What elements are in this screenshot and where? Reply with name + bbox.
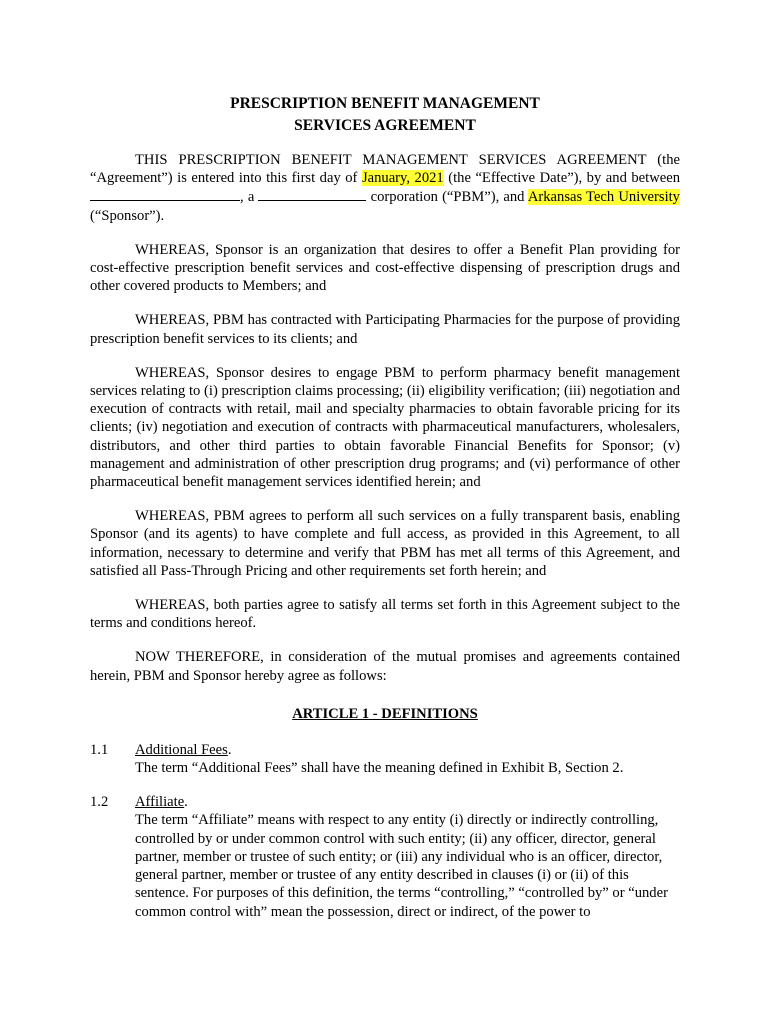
title-line-2: SERVICES AGREEMENT xyxy=(294,117,476,134)
definition-text: The term “Additional Fees” shall have the meaning defined in Exhibit B, Section 2. xyxy=(135,760,624,777)
intro-text-5: (“Sponsor”). xyxy=(90,207,165,224)
definition-item xyxy=(90,741,680,777)
definition-term-suffix: . xyxy=(227,741,232,758)
intro-text-3: , a xyxy=(240,189,259,206)
whereas-paragraph-3: WHEREAS, Sponsor desires to engage PBM to perform pharmacy benefit management services relating to (i) prescription claims processing; (ii) eligibility verification; (iii) negotiation and execution of contracts with retail, mail and specialty pharmacies to obtain favorable pricing for its clients; (iv) negotiation and execution of contracts with pharmaceutical manufacturers, wholesalers, distributors, and other third parties to obtain favorable Financial Benefits for Sponsor; (v) management and administration of other prescription drug programs; and (vi) performance of other pharmaceutical benefit management services identified herein; and xyxy=(90,364,680,491)
intro-text-1: THIS PRESCRIPTION BENEFIT MANAGEMENT SERVICES AGREEMENT (the “Agreement”) is entered into this first day of xyxy=(90,152,680,187)
definition-term: Additional Fees xyxy=(135,741,228,758)
definition-term-suffix: . xyxy=(184,794,188,811)
definition-term: Affiliate xyxy=(135,794,185,811)
whereas-paragraph-4: WHEREAS, PBM agrees to perform all such services on a fully transparent basis, enabling Sponsor (and its agents) to have complete and full access, as provided in this Agreement, to all information, necessary to determine and verify that PBM has met all terms of this Agreement, and satisfied all Pass-Through Pricing and other requirements set forth herein; and xyxy=(90,508,680,579)
document-title xyxy=(0,93,770,137)
document-body xyxy=(90,151,680,937)
intro-text-4: corporation (“PBM”), and xyxy=(366,189,528,206)
definition-number: 1.2 xyxy=(90,794,109,811)
definition-number: 1.1 xyxy=(90,741,109,758)
whereas-paragraph-5: WHEREAS, both parties agree to satisfy all terms set forth in this Agreement subject to the terms and conditions hereof. xyxy=(90,597,680,632)
pbm-name-blank xyxy=(90,187,240,201)
article-heading: ARTICLE 1 - DEFINITIONS xyxy=(292,705,478,722)
pbm-state-blank xyxy=(258,187,366,201)
title-line-1: PRESCRIPTION BENEFIT MANAGEMENT xyxy=(230,95,540,112)
definition-content xyxy=(135,741,680,777)
definition-item xyxy=(90,793,680,920)
now-therefore-paragraph: NOW THEREFORE, in consideration of the mutual promises and agreements contained herein, PBM and Sponsor hereby agree as follows: xyxy=(90,649,680,684)
sponsor-name-highlight: Arkansas Tech University xyxy=(527,189,680,206)
definition-text: The term “Affiliate” means with respect to any entity (i) directly or indirectly controlling, controlled by or under common control with such entity; (ii) any officer, director, general partner, member or trustee of such entity; or (iii) any individual who is an officer, director, general partner, member or trustee of any entity described in clauses (i) or (ii) of this sentence. For purposes of this definition, the terms “controlling,” “controlled by” or “under common control with” mean the possession, direct or indirect, of the power to xyxy=(135,812,668,920)
whereas-paragraph-1: WHEREAS, Sponsor is an organization that desires to offer a Benefit Plan providing for cost-effective prescription benefit services and cost-effective dispensing of prescription drugs and other covered products to Members; and xyxy=(90,241,680,295)
intro-paragraph xyxy=(90,151,680,225)
effective-date-highlight: January, 2021 xyxy=(361,170,444,187)
intro-text-2: (the “Effective Date”), by and between xyxy=(443,170,680,187)
whereas-paragraph-2: WHEREAS, PBM has contracted with Participating Pharmacies for the purpose of providing prescription benefit services to its clients; and xyxy=(90,312,680,347)
definition-content xyxy=(135,793,680,920)
